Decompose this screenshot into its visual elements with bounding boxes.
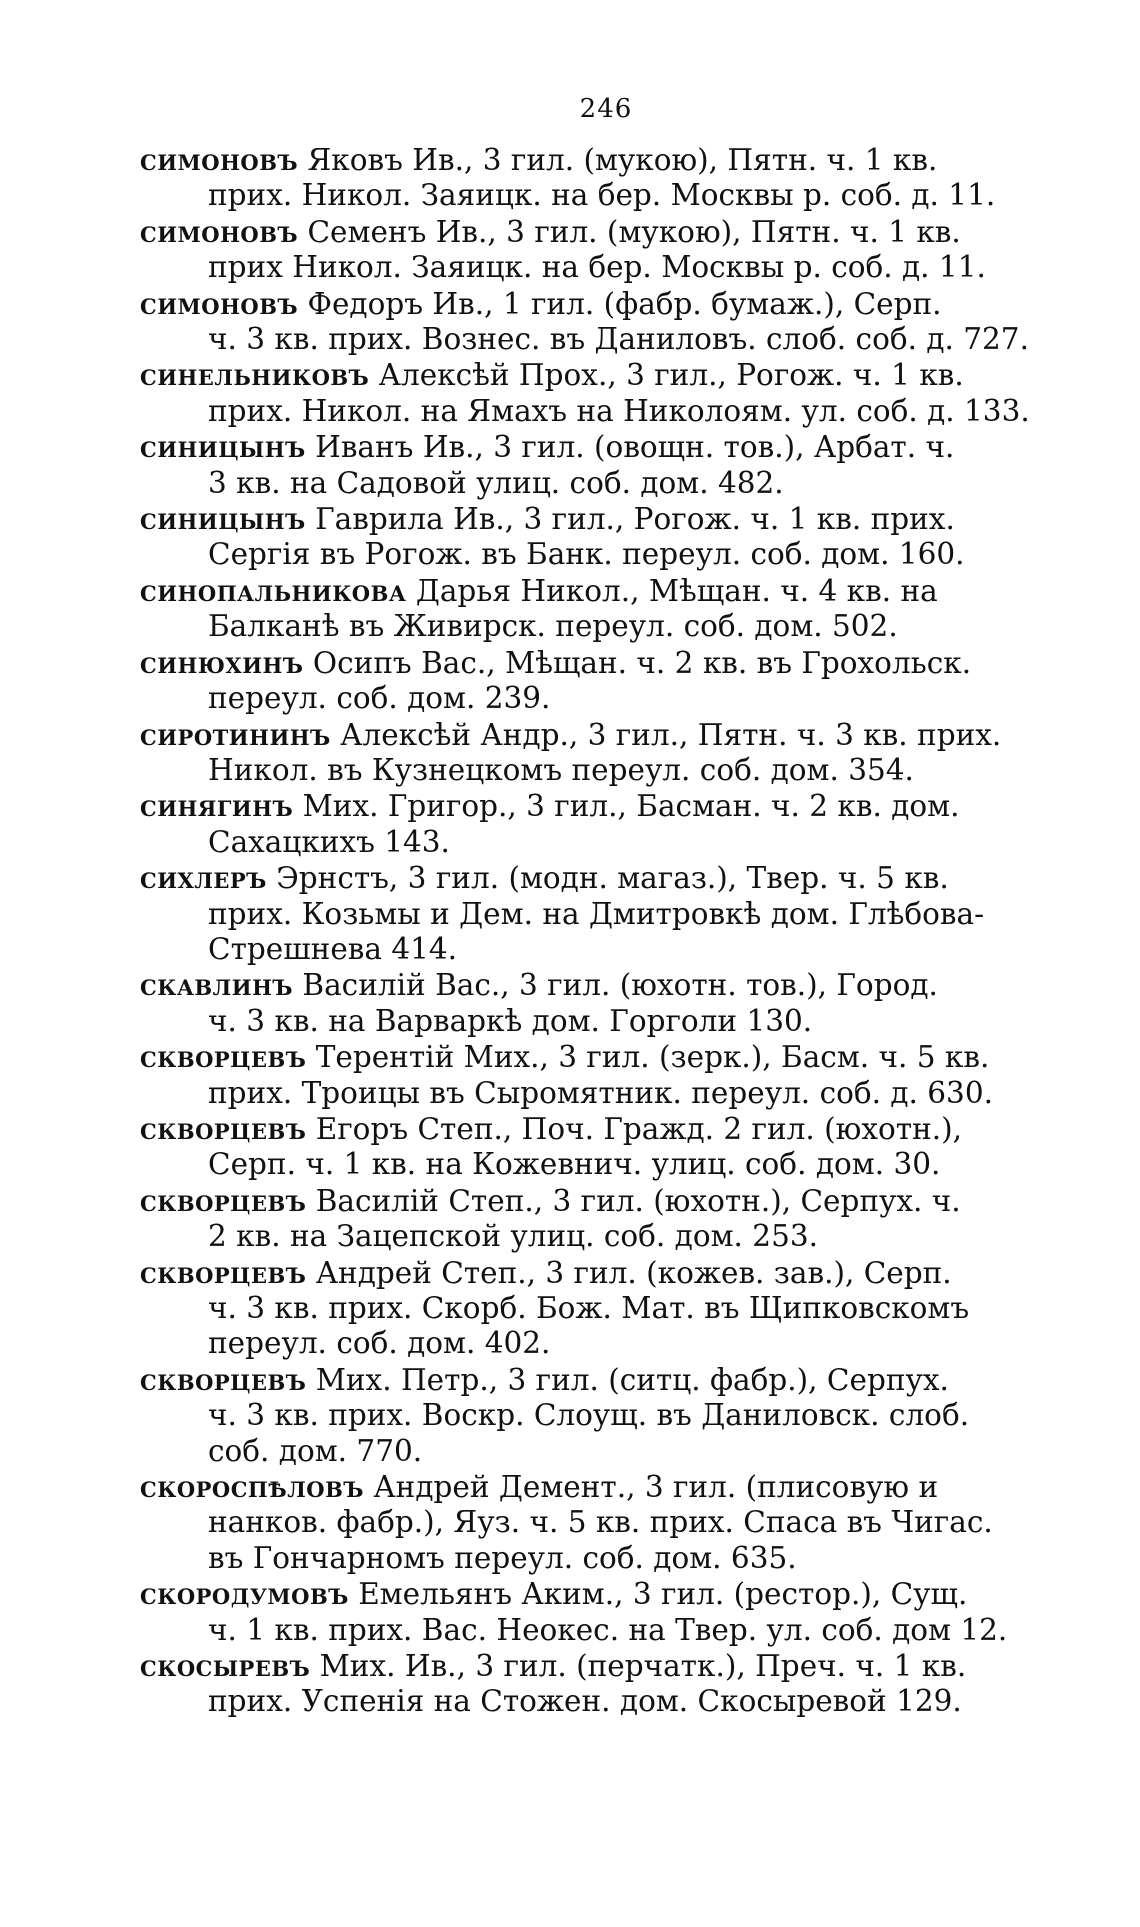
entry-first-line <box>140 1039 1034 1075</box>
directory-entry <box>140 501 1034 573</box>
entry-text: Сергія въ Рогож. въ Банк. переул. соб. дом. 160. <box>208 537 965 572</box>
directory-entry <box>140 1255 1034 1362</box>
entry-continuation-line <box>140 1076 1034 1111</box>
entry-first-line <box>140 429 1034 465</box>
entry-text: Сахацкихъ 143. <box>208 824 450 859</box>
entry-continuation-line <box>140 1541 1034 1576</box>
entry-text: ч. 1 кв. прих. Вас. Неокес. на Твер. ул. соб. дом 12. <box>208 1612 1008 1647</box>
entry-text: соб. дом. 770. <box>208 1433 423 1468</box>
directory-entry <box>140 142 1034 214</box>
entry-first-line <box>140 860 1034 896</box>
entry-text: Василій Вас., 3 гил. (юхотн. тов.), Город. <box>302 968 938 1003</box>
entry-continuation-line <box>140 897 1034 932</box>
entry-first-line <box>140 1648 1034 1684</box>
entry-surname: скворцевъ <box>140 1110 307 1146</box>
entry-text: Семенъ Ив., 3 гил. (мукою), Пятн. ч. 1 кв. <box>307 214 961 249</box>
entry-text: Иванъ Ив., 3 гил. (овощн. тов.), Арбат. ч. <box>315 430 955 465</box>
entry-text: ч. 3 кв. прих. Скорб. Бож. Мат. въ Щипковскомъ <box>208 1291 970 1325</box>
entry-text: Андрей Демент., 3 гил. (плисовую и <box>373 1470 939 1505</box>
directory-entry <box>140 1111 1034 1183</box>
entry-continuation-line <box>140 466 1034 501</box>
entry-surname: синицынъ <box>140 429 306 465</box>
entry-text: Никол. въ Кузнецкомъ переул. соб. дом. 354. <box>208 752 914 787</box>
entry-text: ч. 3 кв. прих. Воскр. Слоущ. въ Даниловск. слоб. <box>208 1398 970 1433</box>
entry-text: переул. соб. дом. 239. <box>208 681 551 716</box>
directory-entry <box>140 967 1034 1039</box>
entry-text: Мих. Петр., 3 гил. (ситц. фабр.), Серпух. <box>315 1362 949 1397</box>
entry-continuation-line <box>140 1613 1034 1648</box>
entry-surname: сихлеръ <box>140 860 267 896</box>
directory-entry <box>140 788 1034 860</box>
entry-continuation-line <box>140 609 1034 644</box>
entry-first-line <box>140 1469 1034 1505</box>
entry-text: Терентій Мих., 3 гил. (зерк.), Басм. ч. 5 кв. <box>315 1040 990 1075</box>
entry-continuation-line <box>140 537 1034 572</box>
entry-continuation-line <box>140 681 1034 716</box>
entry-text: Гаврила Ив., 3 гил., Рогож. ч. 1 кв. прих. <box>315 502 955 537</box>
directory-entry <box>140 357 1034 429</box>
entry-first-line <box>140 788 1034 824</box>
entry-continuation-line <box>140 1326 1034 1361</box>
entry-first-line <box>140 214 1034 250</box>
entry-text: Серп. ч. 1 кв. на Кожевнич. улиц. соб. дом. 30. <box>208 1147 941 1182</box>
entry-surname: скороспѣловъ <box>140 1469 364 1505</box>
entry-surname: скавлинъ <box>140 967 294 1003</box>
entry-first-line <box>140 1255 1034 1291</box>
entry-text: Стрешнева 414. <box>208 931 458 966</box>
entry-first-line <box>140 1111 1034 1147</box>
entry-first-line <box>140 142 1034 178</box>
directory-entry <box>140 286 1034 358</box>
directory-entry <box>140 717 1034 789</box>
entry-first-line <box>140 1576 1034 1612</box>
entry-continuation-line <box>140 1147 1034 1182</box>
entry-continuation-line <box>140 753 1034 788</box>
entry-first-line <box>140 573 1034 609</box>
directory-entry <box>140 214 1034 286</box>
entry-text: Алексѣй Андр., 3 гил., Пятн. ч. 3 кв. прих. <box>340 717 1002 752</box>
entry-surname: синицынъ <box>140 501 306 537</box>
entry-text: прих. Никол. Заяицк. на бер. Москвы р. соб. д. 11. <box>208 178 996 213</box>
entry-text: переул. соб. дом. 402. <box>208 1326 551 1361</box>
entry-text: Эрнстъ, 3 гил. (модн. магаз.), Твер. ч. 5 кв. <box>276 861 949 896</box>
entry-text: Мих. Ив., 3 гил. (перчатк.), Преч. ч. 1 кв. <box>319 1649 967 1684</box>
entry-text: Мих. Григор., 3 гил., Басман. ч. 2 кв. дом. <box>302 789 960 824</box>
directory-entry <box>140 1362 1034 1469</box>
page-number: 246 <box>579 94 633 124</box>
entry-text: Егоръ Степ., Поч. Гражд. 2 гил. (юхотн.), <box>315 1111 963 1146</box>
entry-surname: синюхинъ <box>140 644 304 680</box>
entry-continuation-line <box>140 394 1034 429</box>
entry-continuation-line <box>140 178 1034 213</box>
entry-continuation-line <box>140 932 1034 967</box>
directory-entry <box>140 860 1034 967</box>
entry-text: Балканѣ въ Живирск. переул. соб. дом. 502. <box>208 609 898 644</box>
entry-continuation-line <box>140 1434 1034 1469</box>
entry-continuation-line <box>140 1505 1034 1540</box>
directory-entry <box>140 1183 1034 1255</box>
entry-text: Осипъ Вас., Мѣщан. ч. 2 кв. въ Грохольск. <box>312 645 972 680</box>
entry-surname: скворцевъ <box>140 1254 307 1290</box>
directory-entry <box>140 1469 1034 1576</box>
entry-surname: симоновъ <box>140 285 299 321</box>
entry-first-line <box>140 357 1034 393</box>
entry-first-line <box>140 717 1034 753</box>
entry-text: 2 кв. на Зацепской улиц. соб. дом. 253. <box>208 1219 818 1254</box>
entry-first-line <box>140 501 1034 537</box>
entry-text: прих. Успенія на Стожен. дом. Скосыревой 129. <box>208 1684 962 1719</box>
entry-text: прих. Троицы въ Сыромятник. переул. соб. д. 630. <box>208 1075 993 1110</box>
entry-surname: скородумовъ <box>140 1576 349 1612</box>
entry-continuation-line <box>140 1684 1034 1719</box>
entry-continuation-line <box>140 825 1034 860</box>
entry-first-line <box>140 1362 1034 1398</box>
directory-entry <box>140 1648 1034 1720</box>
entry-surname: сиротининъ <box>140 716 331 752</box>
directory-entry <box>140 1576 1034 1648</box>
entry-text: въ Гончарномъ переул. соб. дом. 635. <box>208 1540 797 1575</box>
entry-text: Алексѣй Прох., 3 гил., Рогож. ч. 1 кв. <box>378 358 964 393</box>
directory-entry <box>140 573 1034 645</box>
directory-entries <box>140 142 1034 1720</box>
entry-text: Андрей Степ., 3 гил. (кожев. зав.), Серп. <box>315 1255 952 1290</box>
entry-surname: симоновъ <box>140 142 299 177</box>
entry-first-line <box>140 967 1034 1003</box>
entry-continuation-line <box>140 250 1034 285</box>
entry-text: 3 кв. на Садовой улиц. соб. дом. 482. <box>208 465 784 500</box>
entry-continuation-line <box>140 322 1034 357</box>
entry-surname: скворцевъ <box>140 1039 307 1075</box>
entry-text: прих Никол. Заяицк. на бер. Москвы р. соб. д. 11. <box>208 250 986 285</box>
entry-first-line <box>140 286 1034 322</box>
entry-surname: синельниковъ <box>140 357 370 393</box>
entry-text: Василій Степ., 3 гил. (юхотн.), Серпух. ч. <box>315 1183 961 1218</box>
entry-text: Дарья Никол., Мѣщан. ч. 4 кв. на <box>415 573 938 608</box>
entry-text: ч. 3 кв. прих. Вознес. въ Даниловъ. слоб. соб. д. 727. <box>208 322 1029 357</box>
entry-text: Яковъ Ив., 3 гил. (мукою), Пятн. ч. 1 кв. <box>307 143 938 177</box>
entry-first-line <box>140 645 1034 681</box>
entry-continuation-line <box>140 1291 1034 1326</box>
entry-text: Федоръ Ив., 1 гил. (фабр. бумаж.), Серп. <box>307 286 942 321</box>
directory-entry <box>140 645 1034 717</box>
entry-continuation-line <box>140 1398 1034 1433</box>
entry-surname: скосыревъ <box>140 1648 311 1684</box>
entry-continuation-line <box>140 1219 1034 1254</box>
entry-text: Емельянъ Аким., 3 гил. (рестор.), Сущ. <box>358 1577 968 1612</box>
entry-text: ч. 3 кв. на Варваркѣ дом. Горголи 130. <box>208 1003 813 1038</box>
entry-surname: скворцевъ <box>140 1361 307 1397</box>
entry-surname: синопальникова <box>140 572 407 608</box>
directory-entry <box>140 429 1034 501</box>
directory-entry <box>140 1039 1034 1111</box>
entry-continuation-line <box>140 1004 1034 1039</box>
entry-surname: симоновъ <box>140 213 299 249</box>
entry-surname: синягинъ <box>140 788 294 824</box>
entry-first-line <box>140 1183 1034 1219</box>
entry-text: нанков. фабр.), Яуз. ч. 5 кв. прих. Спаса въ Чигас. <box>208 1505 993 1540</box>
entry-text: прих. Никол. на Ямахъ на Николоям. ул. соб. д. 133. <box>208 393 1030 428</box>
entry-surname: скворцевъ <box>140 1182 307 1218</box>
entry-text: прих. Козьмы и Дем. на Дмитровкѣ дом. Глѣбова- <box>208 896 985 931</box>
